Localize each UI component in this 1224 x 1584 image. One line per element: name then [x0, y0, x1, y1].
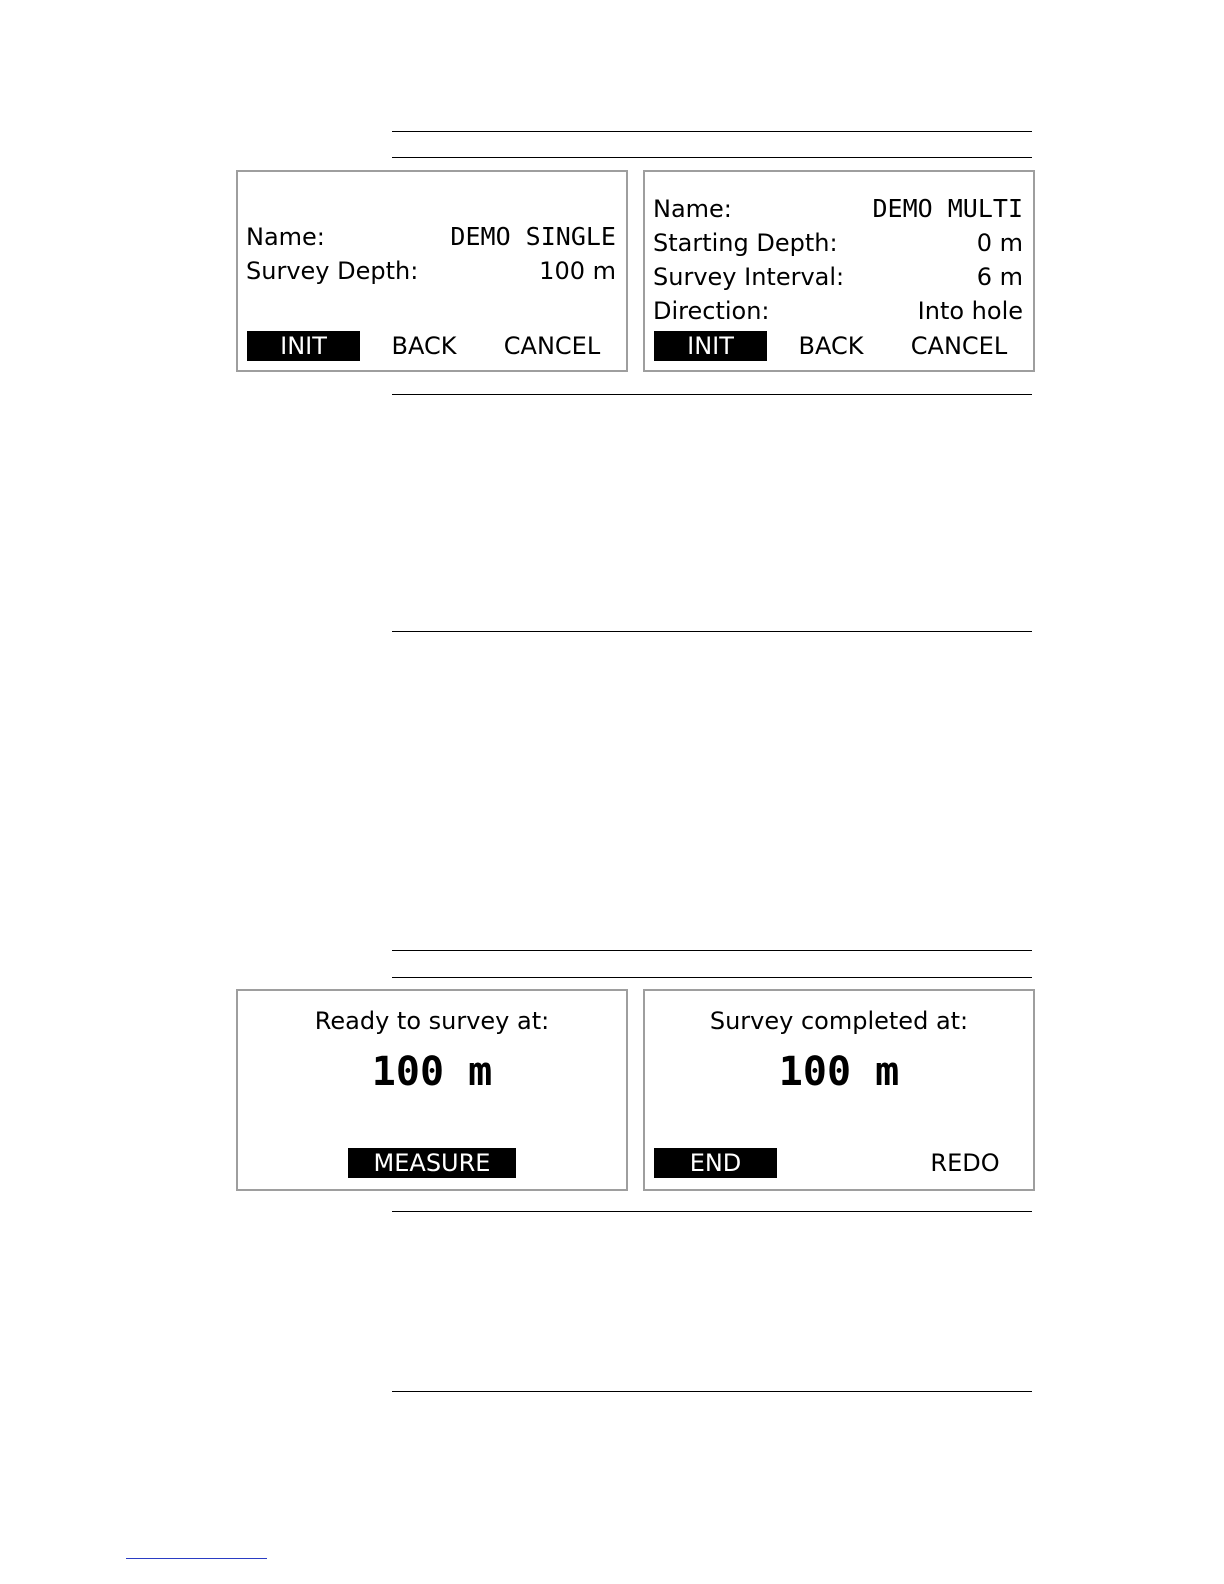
- rule-bottom: [392, 1391, 1032, 1392]
- rule-top-2: [392, 157, 1032, 158]
- name-row: [246, 222, 616, 252]
- survey-depth-label: Survey Depth:: [246, 257, 419, 285]
- rule-after-survey: [392, 1211, 1032, 1212]
- rule-before-survey-1: [392, 950, 1032, 951]
- rule-before-survey-2: [392, 977, 1032, 978]
- survey-depth-row: [246, 256, 616, 286]
- name-value: DEMO MULTI: [872, 194, 1023, 223]
- name-label: Name:: [653, 195, 732, 223]
- direction-label: Direction:: [653, 297, 770, 325]
- survey-interval-value: 6 m: [976, 263, 1023, 291]
- starting-depth-label: Starting Depth:: [653, 229, 838, 257]
- init-button[interactable]: INIT: [654, 331, 767, 361]
- back-button[interactable]: BACK: [391, 332, 457, 360]
- back-button[interactable]: BACK: [798, 332, 864, 360]
- survey-interval-row: [653, 262, 1023, 292]
- completed-depth-readout: 100 m: [778, 1049, 900, 1095]
- cancel-button[interactable]: CANCEL: [503, 332, 601, 360]
- ready-to-survey-screen: [236, 989, 628, 1191]
- name-value: DEMO SINGLE: [450, 222, 616, 251]
- cancel-button[interactable]: CANCEL: [910, 332, 1008, 360]
- multi-setup-screen: [643, 170, 1035, 372]
- direction-row: [653, 296, 1023, 326]
- completed-message: Survey completed at:: [709, 1007, 969, 1035]
- init-button[interactable]: INIT: [247, 331, 360, 361]
- survey-depth-value: 100 m: [539, 257, 616, 285]
- starting-depth-row: [653, 228, 1023, 258]
- end-button[interactable]: END: [654, 1148, 777, 1178]
- ready-message: Ready to survey at:: [314, 1007, 550, 1035]
- single-setup-screen: [236, 170, 628, 372]
- footnote-separator: [126, 1558, 267, 1559]
- direction-value: Into hole: [917, 297, 1023, 325]
- measure-button[interactable]: MEASURE: [348, 1148, 516, 1178]
- rule-mid: [392, 631, 1032, 632]
- survey-depth-readout: 100 m: [371, 1049, 493, 1095]
- survey-interval-label: Survey Interval:: [653, 263, 845, 291]
- survey-completed-screen: [643, 989, 1035, 1191]
- starting-depth-value: 0 m: [976, 229, 1023, 257]
- redo-button[interactable]: REDO: [930, 1149, 1000, 1177]
- rule-after-setup: [392, 394, 1032, 395]
- rule-top-1: [392, 131, 1032, 132]
- name-label: Name:: [246, 223, 325, 251]
- name-row: [653, 194, 1023, 224]
